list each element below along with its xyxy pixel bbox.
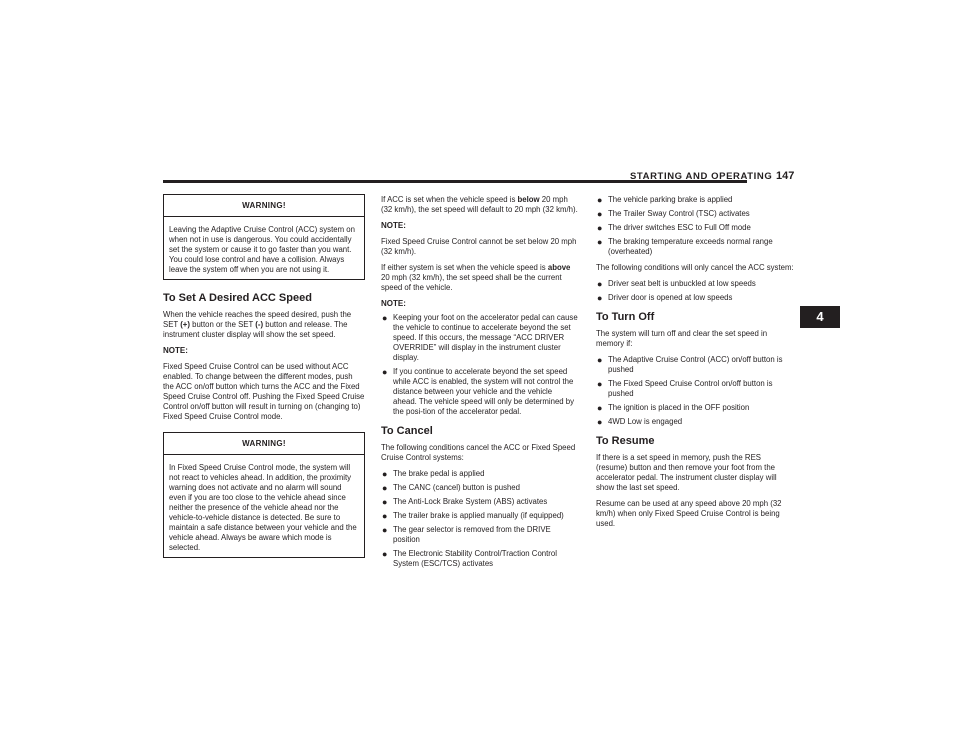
- list-item-text: The Electronic Stability Control/Traction Control System (ESC/TCS) activates: [393, 549, 557, 568]
- note-text: Fixed Speed Cruise Control cannot be set below 20 mph (32 km/h).: [381, 237, 577, 256]
- note-label: NOTE:: [381, 299, 406, 308]
- acc-only-bullet-list: [596, 279, 794, 303]
- list-item-text: The Adaptive Cruise Control (ACC) on/off button is pushed: [608, 355, 783, 374]
- bullet-icon: ●: [382, 549, 388, 559]
- list-item: [381, 313, 578, 363]
- list-item: [381, 483, 578, 493]
- list-item-text: The vehicle parking brake is applied: [608, 195, 733, 204]
- list-item: [381, 549, 578, 569]
- chapter-tab: 4: [800, 306, 840, 328]
- list-item-text: The gear selector is removed from the DRIVE position: [393, 525, 551, 544]
- bullet-icon: ●: [597, 293, 603, 303]
- cancel-bullet-list-continued: [596, 195, 794, 257]
- text-segment: 20 mph (32 km/h), the set speed will default to 20 mph (32 km/h).: [381, 195, 578, 214]
- list-item-text: The Anti-Lock Brake System (ABS) activates: [393, 497, 548, 506]
- minus-symbol: (-): [255, 320, 264, 329]
- list-item: [596, 293, 794, 303]
- plus-symbol: (+): [180, 320, 190, 329]
- list-item: [596, 223, 794, 233]
- emphasis-above: above: [547, 263, 571, 272]
- bullet-icon: ●: [382, 483, 388, 493]
- below-speed-paragraph: [381, 195, 578, 215]
- text-segment: 20 mph (32 km/h), the set speed shall be the current speed of the vehicle.: [381, 273, 562, 292]
- bullet-icon: ●: [597, 379, 603, 389]
- list-item-text: The trailer brake is applied manually (if equipped): [393, 511, 564, 520]
- list-item-text: The CANC (cancel) button is pushed: [393, 483, 520, 492]
- warning-box: [163, 194, 365, 280]
- heading-resume: To Resume: [596, 435, 655, 447]
- list-item: [596, 379, 794, 399]
- resume-paragraph: If there is a set speed in memory, push the RES (resume) button and then remove your foot from the accelerator pedal. The instrument cluster display will show the last set speed.: [596, 453, 777, 492]
- list-item-text: If you continue to accelerate beyond the set speed while ACC is enabled, the system will not control the distance between your vehicle and the vehicle ahead. The vehicle speed will only be determined by the posi-tion of the accelerator pedal.: [393, 367, 575, 416]
- bullet-icon: ●: [382, 469, 388, 479]
- list-item-text: Keeping your foot on the accelerator pedal can cause the vehicle to continue to accelerate beyond the set speed. If this occurs, the message “ACC DRIVER OVERRIDE” will display in the instrument cluster display.: [393, 313, 578, 362]
- turn-off-intro: The system will turn off and clear the set speed in memory if:: [596, 329, 768, 348]
- list-item-text: Driver door is opened at low speeds: [608, 293, 733, 302]
- heading-turn-off: To Turn Off: [596, 311, 655, 323]
- bullet-icon: ●: [597, 403, 603, 413]
- resume-paragraph: Resume can be used at any speed above 20 mph (32 km/h) when only Fixed Speed Cruise Control is being used.: [596, 499, 782, 528]
- list-item-text: The braking temperature exceeds normal range (overheated): [608, 237, 773, 256]
- warning-box: [163, 432, 365, 558]
- bullet-icon: ●: [597, 209, 603, 219]
- warning-text: Leaving the Adaptive Cruise Control (ACC) system on when not in use is dangerous. You could accidentally set the system or cause it to go faster than you want. You could lose control and have a collision. Always leave the system off when you are not using it.: [169, 225, 355, 274]
- bullet-icon: ●: [382, 525, 388, 535]
- warning-title: WARNING!: [164, 433, 364, 455]
- list-item: [381, 525, 578, 545]
- bullet-icon: ●: [597, 417, 603, 427]
- bullet-icon: ●: [597, 195, 603, 205]
- list-item-text: The ignition is placed in the OFF position: [608, 403, 750, 412]
- list-item: [381, 497, 578, 507]
- heading-cancel: To Cancel: [381, 425, 433, 437]
- set-speed-paragraph: [163, 310, 365, 340]
- list-item-text: The brake pedal is applied: [393, 469, 485, 478]
- above-speed-paragraph: [381, 263, 578, 293]
- cancel-intro: The following conditions cancel the ACC or Fixed Speed Cruise Control systems:: [381, 443, 576, 462]
- emphasis-below: below: [517, 195, 540, 204]
- list-item: [596, 195, 794, 205]
- list-item: [596, 355, 794, 375]
- bullet-icon: ●: [597, 223, 603, 233]
- list-item-text: The Trailer Sway Control (TSC) activates: [608, 209, 750, 218]
- cancel-bullet-list: [381, 469, 578, 569]
- section-title: STARTING AND OPERATING: [630, 171, 773, 182]
- list-item: [381, 469, 578, 479]
- text-segment: If ACC is set when the vehicle speed is: [381, 195, 518, 204]
- bullet-icon: ●: [597, 279, 603, 289]
- note-label: NOTE:: [381, 221, 406, 230]
- list-item-text: The Fixed Speed Cruise Control on/off button is pushed: [608, 379, 773, 398]
- note-text: Fixed Speed Cruise Control can be used without ACC enabled. To change between the different modes, push the ACC on/off button which turns the ACC and the Fixed Speed Cruise Control off. Pushing the Fixed Speed Cruise Control on/off button will result in turning on (changing to) Fixed Speed Cruise Control mode.: [163, 362, 365, 421]
- warning-title: WARNING!: [164, 195, 364, 217]
- column-right: [596, 195, 794, 535]
- list-item: [596, 209, 794, 219]
- text-segment: If either system is set when the vehicle speed is: [381, 263, 548, 272]
- bullet-icon: ●: [597, 237, 603, 247]
- list-item: [381, 367, 578, 417]
- list-item: [381, 511, 578, 521]
- note-bullet-list: [381, 313, 578, 417]
- list-item-text: Driver seat belt is unbuckled at low speeds: [608, 279, 756, 288]
- list-item: [596, 403, 794, 413]
- list-item: [596, 417, 794, 427]
- turn-off-bullet-list: [596, 355, 794, 427]
- note-label: NOTE:: [163, 346, 188, 355]
- page-number: 147: [776, 170, 795, 182]
- bullet-icon: ●: [382, 497, 388, 507]
- bullet-icon: ●: [382, 313, 388, 323]
- column-middle: [381, 195, 578, 575]
- text-segment: button and release. The instrument cluster display will show the set speed.: [163, 320, 348, 339]
- text-segment: button or the SET: [189, 320, 256, 329]
- heading-set-speed: To Set A Desired ACC Speed: [163, 292, 312, 304]
- bullet-icon: ●: [597, 355, 603, 365]
- warning-text: In Fixed Speed Cruise Control mode, the system will not react to vehicles ahead. In addition, the proximity warning does not activate and no alarm will sound even if you are too close to the vehicle ahead since neither the presence of the vehicle ahead nor the vehicle-to-vehicle distance is detected. Be sure to maintain a safe distance between your vehicle and the vehicle ahead. Always be aware which mode is selected.: [169, 463, 357, 552]
- list-item-text: The driver switches ESC to Full Off mode: [608, 223, 751, 232]
- acc-only-intro: The following conditions will only cancel the ACC system:: [596, 263, 794, 272]
- bullet-icon: ●: [382, 367, 388, 377]
- warning-body: [164, 455, 364, 557]
- warning-body: [164, 217, 364, 279]
- text-segment: When the vehicle reaches the speed desired, push the SET: [163, 310, 352, 329]
- list-item: [596, 279, 794, 289]
- list-item: [596, 237, 794, 257]
- list-item-text: 4WD Low is engaged: [608, 417, 683, 426]
- bullet-icon: ●: [382, 511, 388, 521]
- column-left: [163, 194, 365, 570]
